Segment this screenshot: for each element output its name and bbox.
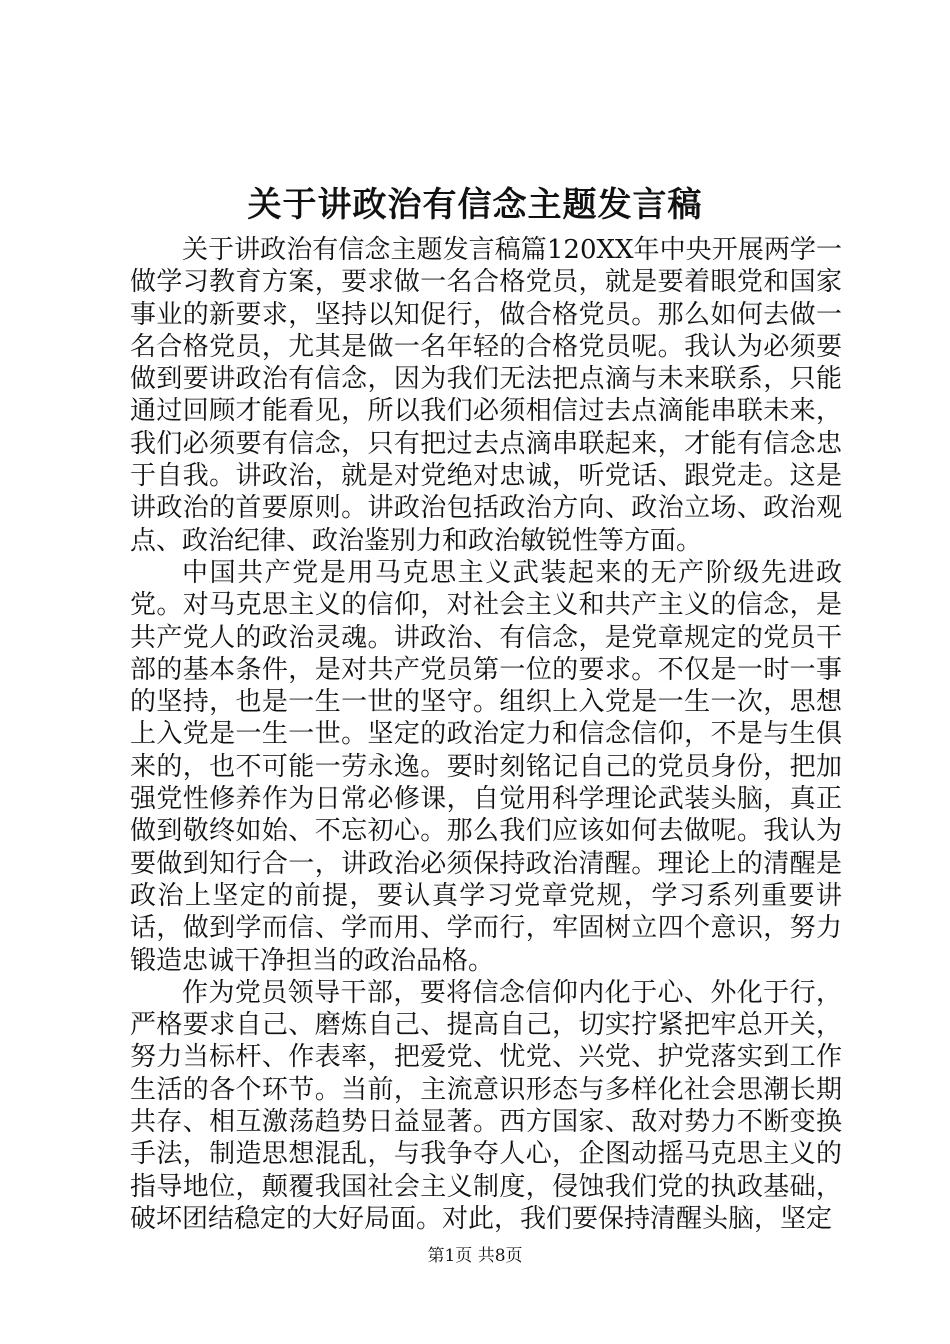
body-paragraph: 作为党员领导干部，要将信念信仰内化于心、外化于行，严格要求自己、磨炼自己、提高自己，切实拧紧把牢总开关，努力当标杆、作表率，把爱党、忧党、兴党、护党落实到工作生活的各个环节。当前，主流意识形态与多样化社会思潮长期共存、相互激荡趋势日益显著。西方国家、敌对势力不断变换手法，制造思想混乱，与我争夺人心，企图动摇马克思主义的指导地位，颠覆我国社会主义制度，侵蚀我们党的执政基础，破坏团结稳定的大好局面。对此，我们要保持清醒头脑，坚定: [130, 977, 842, 1234]
document-body: [130, 234, 842, 1235]
body-paragraph: 关于讲政治有信念主题发言稿篇120XX年中央开展两学一做学习教育方案，要求做一名合格党员，就是要着眼党和国家事业的新要求，坚持以知促行，做合格党员。那么如何去做一名合格党员，尤其是做一名年轻的合格党员呢。我认为必须要做到要讲政治有信念，因为我们无法把点滴与未来联系，只能通过回顾才能看见，所以我们必须相信过去点滴能串联未来，我们必须要有信念，只有把过去点滴串联起来，才能有信念忠于自我。讲政治，就是对党绝对忠诚，听党话、跟党走。这是讲政治的首要原则。讲政治包括政治方向、政治立场、政治观点、政治纪律、政治鉴别力和政治敏锐性等方面。: [130, 235, 842, 556]
page-number-footer: 第1页 共8页: [427, 1246, 523, 1266]
body-paragraph: 中国共产党是用马克思主义武装起来的无产阶级先进政党。对马克思主义的信仰，对社会主义和共产主义的信念，是共产党人的政治灵魂。讲政治、有信念，是党章规定的党员干部的基本条件，是对共产党员第一位的要求。不仅是一时一事的坚持，也是一生一世的坚守。组织上入党是一生一次，思想上入党是一生一世。坚定的政治定力和信念信仰，不是与生俱来的，也不可能一劳永逸。要时刻铭记自己的党员身份，把加强党性修养作为日常必修课，自觉用科学理论武装头脑，真正做到敬终如始、不忘初心。那么我们应该如何去做呢。我认为要做到知行合一，讲政治必须保持政治清醒。理论上的清醒是政治上坚定的前提，要认真学习党章党规，学习系列重要讲话，做到学而信、学而用、学而行，牢固树立四个意识，努力锻造忠诚干净担当的政治品格。: [130, 557, 842, 976]
document-title: 关于讲政治有信念主题发言稿: [247, 185, 703, 225]
